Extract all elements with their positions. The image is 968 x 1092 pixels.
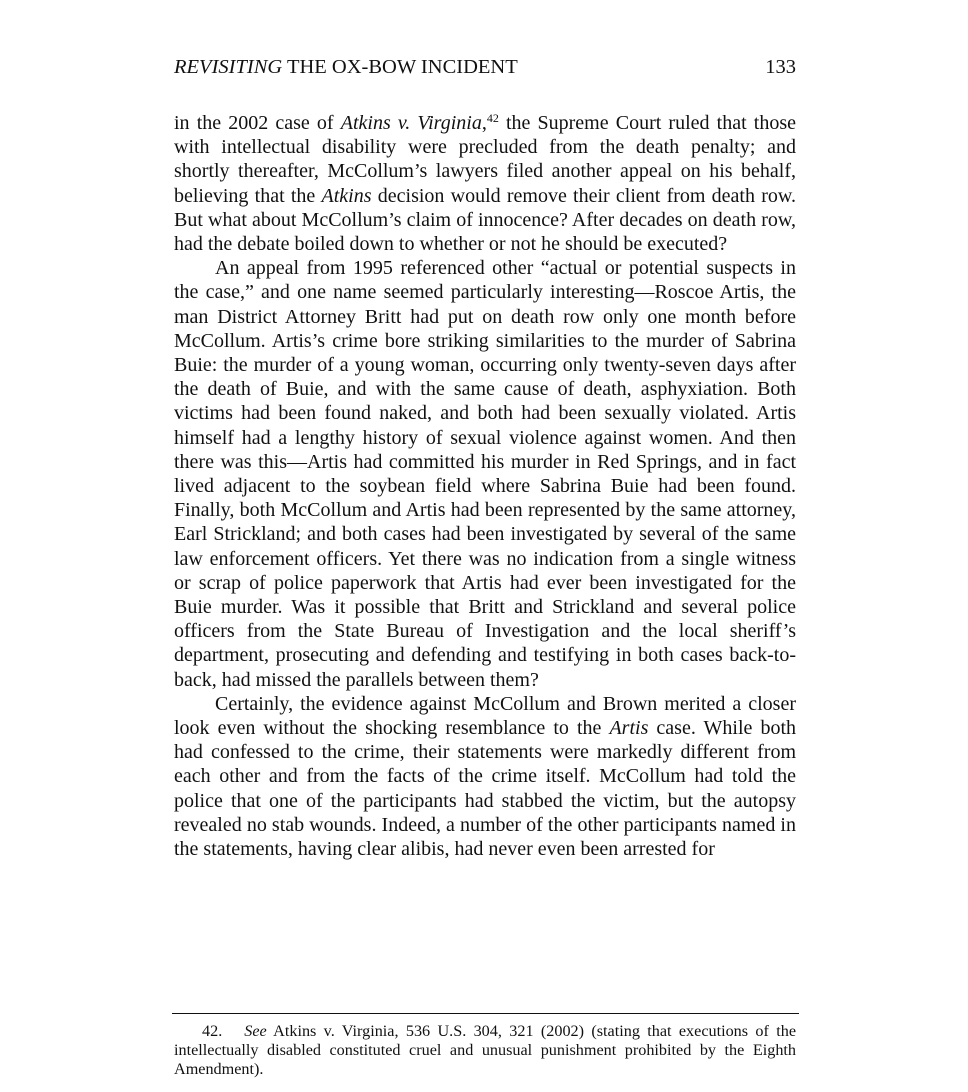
running-header [174, 53, 796, 81]
paragraph-3 [174, 692, 796, 861]
case-short-name-artis: Artis [609, 717, 649, 740]
p1-text-a: in the 2002 case of [174, 112, 341, 134]
footnote-signal: See [244, 1022, 267, 1040]
page-number: 133 [765, 56, 796, 78]
paragraph-2: An appeal from 1995 referenced other “actual or potential suspects in the case,” and one name seemed particularly interesting—Roscoe Artis, the man District Attorney Britt had put on death row only one month before McCollum. Artis’s crime bore striking similarities to the murder of Sabrina Buie: the murder of a young woman, occurring only twenty-seven days after the death of Buie, and with the same cause of death, asphyxiation. Both victims had been found naked, and both had been sexually violated. Artis himself had a lengthy history of sexual violence against women. And then there was this—Artis had committed his murder in Red Springs, and in fact lived adjacent to the soybean field where Sabrina Buie had been found. Finally, both McCollum and Artis had been represented by the same attorney, Earl Strickland; and both cases had been investigated by several of the same law enforcement officers. Yet there was no indication from a single witness or scrap of police paperwork that Artis had ever been investigated for the Buie murder. Was it possible that Britt and Strickland and several police officers from the State Bureau of Investigation and the local sheriff’s department, prosecuting and defending and testifying in both cases back-to-back, had missed the parallels between them? [174, 257, 796, 691]
case-name-atkins-v-virginia: Atkins v. Virginia [340, 112, 482, 134]
body-text [174, 111, 796, 861]
paragraph-1 [174, 111, 796, 256]
p1-text-c: the Supreme Court ruled that those with intellectual disability were precluded from the death penalty; and shortly thereafter, McCollum’s lawyers filed another appeal on his behalf, believing that the [174, 112, 796, 207]
p3-text-a: Certainly, the evidence against McCollum and Brown merited a closer look even without the shocking resemblance to the [174, 692, 796, 740]
p1-text-b: , [481, 112, 487, 134]
footnote-reference[interactable]: 42 [486, 111, 499, 125]
footnote-42 [174, 1022, 796, 1079]
p3-text-b: case. While both had confessed to the crime, their statements were markedly different from each other and from the facts of the crime itself. McCollum had told the police that one of the participants had stabbed the victim, but the autopsy revealed no stab wounds. Indeed, a number of the other participants named in the statements, having clear alibis, had never even been arrested for [174, 717, 796, 861]
footnote-body: Atkins v. Virginia, 536 U.S. 304, 321 (2002) (stating that executions of the intellectually disabled constituted cruel and unusual punishment prohibited by the Eighth Amendment). [174, 1022, 797, 1078]
footnote-text [174, 1022, 796, 1079]
p1-text-d: decision would remove their client from death row. But what about McCollum’s claim of innocence? After decades on death row, had the debate boiled down to whether or not he should be executed? [174, 184, 797, 256]
running-title-rest: THE OX-BOW INCIDENT [282, 56, 518, 78]
running-title [174, 53, 518, 81]
footnote-number: 42. [202, 1022, 223, 1040]
running-title-italic: REVISITING [174, 56, 283, 78]
footnote-divider [172, 1013, 799, 1014]
case-short-name-atkins: Atkins [321, 184, 372, 207]
